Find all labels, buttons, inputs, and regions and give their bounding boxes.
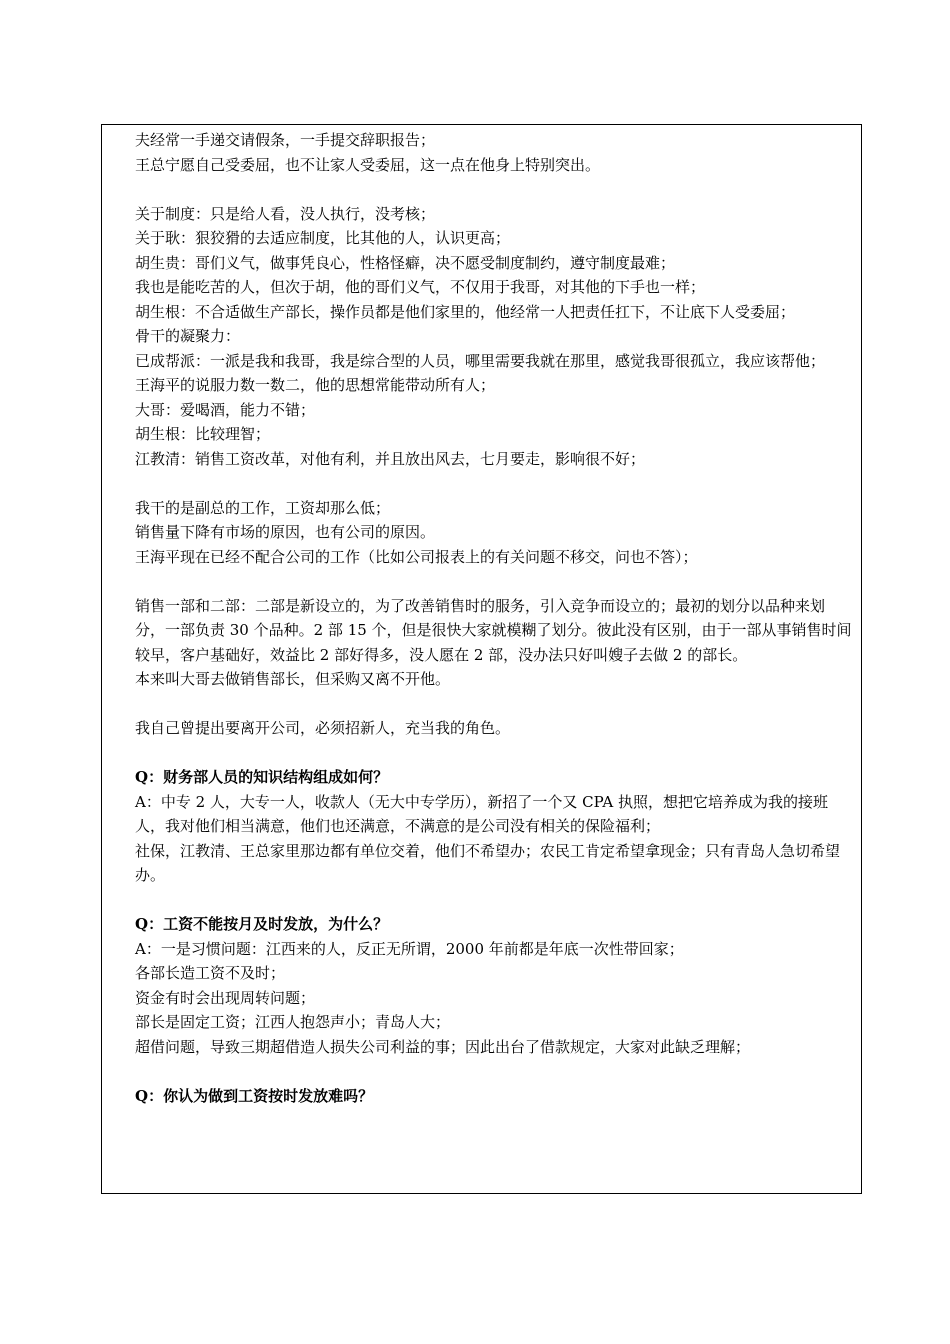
blank-line [135, 692, 853, 717]
text-paragraph: 胡生贵：哥们义气，做事凭良心，性格怪癖，决不愿受制度制约，遵守制度最难； [135, 253, 676, 272]
text-paragraph: 夫经常一手递交请假条，一手提交辞职报告； [135, 131, 436, 149]
blank-line [135, 741, 853, 766]
question-heading: Q：工资不能按月及时发放，为什么？ [135, 915, 389, 933]
text-paragraph: 我也是能吃苦的人，但次于胡，他的哥们义气，不仅用于我哥，对其他的下手也一样； [135, 278, 706, 296]
text-paragraph: 已成帮派：一派是我和我哥，我是综合型的人员，哪里需要我就在那里，感觉我哥很孤立，我应该帮他； [135, 351, 826, 370]
blank-line [135, 177, 853, 202]
text-paragraph: A：中专 2 人，大专一人，收款人（无大中专学历），新招了一个又 CPA 执照，想把它培养成为我的接班人，我对他们相当满意，他们也还满意，不满意的是公司没有相关的保险福利； [135, 792, 828, 835]
text-paragraph: 大哥：爱喝酒，能力不错； [135, 400, 316, 419]
text-paragraph: 销售量下降有市场的原因，也有公司的原因。 [135, 523, 436, 541]
text-paragraph: 胡生根：比较理智； [135, 425, 271, 443]
blank-line [135, 569, 853, 594]
text-paragraph: 王海平的说服力数一数二，他的思想常能带动所有人； [135, 376, 496, 394]
text-paragraph: 本来叫大哥去做销售部长，但采购又离不开他。 [135, 670, 451, 688]
text-paragraph: 江教清：销售工资改革，对他有利，并且放出风去，七月要走，影响很不好； [135, 449, 646, 468]
text-paragraph: 关于制度：只是给人看，没人执行，没考核； [135, 204, 436, 223]
text-paragraph: 我自己曾提出要离开公司，必须招新人，充当我的角色。 [135, 719, 511, 737]
text-paragraph: 我干的是副总的工作，工资却那么低； [135, 498, 391, 517]
text-paragraph: 各部长造工资不及时； [135, 964, 286, 982]
text-paragraph: 关于耿：狠狡猾的去适应制度，比其他的人，认识更高； [135, 229, 511, 247]
blank-line [135, 888, 853, 913]
text-paragraph: 胡生根：不合适做生产部长，操作员都是他们家里的，他经常一人把责任扛下，不让底下人受委屈； [135, 302, 796, 321]
question-heading: Q：财务部人员的知识结构组成如何？ [135, 768, 389, 786]
text-paragraph: 部长是固定工资；江西人抱怨声小；青岛人大； [135, 1013, 451, 1031]
blank-line [135, 471, 853, 496]
question-heading: Q：你认为做到工资按时发放难吗？ [135, 1086, 374, 1105]
text-paragraph: 王总宁愿自己受委屈，也不让家人受委屈，这一点在他身上特别突出。 [135, 155, 601, 174]
text-paragraph: 资金有时会出现周转问题； [135, 988, 316, 1007]
text-paragraph: A：一是习惯问题：江西来的人，反正无所谓，2000 年前都是年底一次性带回家； [135, 939, 684, 958]
text-paragraph: 王海平现在已经不配合公司的工作（比如公司报表上的有关问题不移交，问也不答）； [135, 547, 698, 566]
blank-line [135, 1059, 853, 1084]
text-paragraph: 销售一部和二部：二部是新设立的，为了改善销售时的服务，引入竞争而设立的；最初的划分以品种来划分，一部负责 30 个品种。2 部 15 个，但是很快大家就模糊了划分。彼此没有区别，由于一部从事销售时间较早，客户基础好，效益比 2 部好得多，没人愿在 2 部，没办法只好叫嫂子去做 2 的部长。 [135, 596, 852, 664]
text-paragraph: 骨干的凝聚力： [135, 327, 241, 345]
text-paragraph: 超借问题，导致三期超借造人损失公司利益的事；因此出台了借款规定，大家对此缺乏理解； [135, 1037, 751, 1056]
text-paragraph: 社保，江教清、王总家里那边都有单位交着，他们不希望办；农民工肯定希望拿现金；只有青岛人急切希望办。 [135, 841, 841, 884]
document-body [101, 124, 862, 1194]
